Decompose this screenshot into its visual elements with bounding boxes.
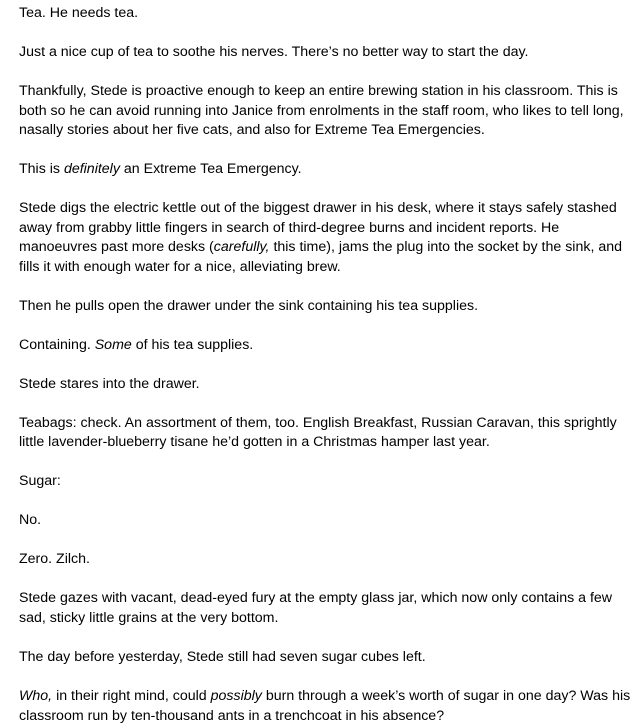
emphasized-text: Some [94,336,132,353]
paragraph [19,511,631,531]
paragraph [19,160,631,180]
emphasized-text: carefully, [213,239,270,256]
paragraph [19,472,631,492]
paragraph [19,550,631,570]
text-run: Thankfully, Stede is proactive enough to keep an entire brewing station in his classroom. This is both so he can avoid running into Janice from enrolments in the staff room, who likes to tell long, nasally stories about her five cats, and also for Extreme Tea Emergencies. [19,82,624,139]
paragraph [19,687,631,726]
text-run: Teabags: check. An assortment of them, too. English Breakfast, Russian Caravan, this sprightly little lavender-blueberry tisane he’d gotten in a Christmas hamper last year. [19,414,617,451]
text-run: Just a nice cup of tea to soothe his nerves. There’s no better way to start the day. [19,43,529,60]
emphasized-text: Who, [19,687,53,704]
text-run: The day before yesterday, Stede still had seven sugar cubes left. [19,648,426,665]
text-run: in their right mind, could [52,687,211,704]
paragraph [19,43,631,63]
paragraph [19,414,631,453]
text-run: Zero. Zilch. [19,551,90,568]
emphasized-text: definitely [63,161,120,178]
text-run: Stede gazes with vacant, dead-eyed fury at the empty glass jar, which now only contains a few sad, sticky little grains at the very bottom. [19,590,613,626]
paragraph [19,375,631,395]
text-run: Stede digs the electric kettle out of the biggest drawer in his desk, where it stays safely stashed away from grabby little fingers in search of third-degree burns and incident reports. He manoeuvres past more desks ( [19,200,617,256]
paragraph [19,589,631,628]
text-run: Then he pulls open the drawer under the sink containing his tea supplies. [19,297,479,314]
emphasized-text: possibly [210,687,262,704]
paragraph [19,297,631,317]
text-run: burn through a week’s worth of sugar in one day? Was his classroom run by ten-thousand ants in a trenchcoat in his absence? [19,687,631,724]
text-run: Stede stares into the drawer. [19,375,200,392]
text-run: No. [19,512,42,529]
text-run: Tea. He needs tea. [19,5,139,21]
document-body [19,4,631,726]
text-run: This is [19,161,64,178]
paragraph [19,82,631,141]
paragraph [19,4,631,24]
text-run: an Extreme Tea Emergency. [119,161,302,178]
paragraph [19,336,631,356]
paragraph [19,648,631,668]
paragraph [19,199,631,277]
text-run: Sugar: [19,473,61,490]
text-run: Containing. [19,336,95,353]
text-run: this time), jams the plug into the socket by the sink, and fills it with enough water for a nice, alleviating brew. [19,239,622,275]
text-run: of his tea supplies. [131,336,254,353]
